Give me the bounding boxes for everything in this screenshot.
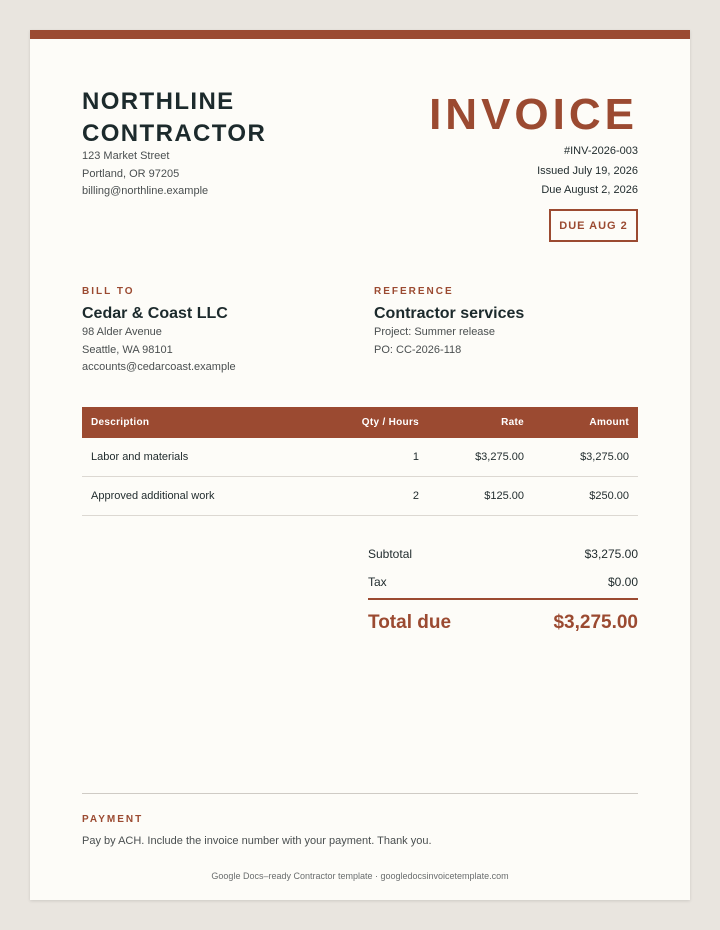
payment-instructions: Pay by ACH. Include the invoice number with your payment. Thank you. [82,835,432,847]
reference-po: PO: CC-2026-118 [374,343,462,356]
reference-label: REFERENCE [374,286,454,297]
template-credit: Google Docs–ready Contractor template · googledocsinvoicetemplate.com [211,871,509,881]
tax-label: Tax [368,575,387,589]
due-badge: DUE AUG 2 [549,209,638,242]
row-rate: $125.00 [484,490,524,502]
invoice-meta [537,142,638,201]
company-street: 123 Market Street [82,150,170,162]
table-row [82,438,638,477]
row-qty: 1 [412,451,419,463]
total-due-value: $3,275.00 [553,612,638,633]
totals-block [368,540,638,646]
row-description: Approved additional work [91,490,215,502]
line-items-table [82,407,638,516]
payment-label: PAYMENT [82,814,144,825]
company-name: NORTHLINE CONTRACTOR [82,88,267,147]
row-qty: 2 [412,490,419,502]
company-city: Portland, OR 97205 [82,167,180,180]
bill-to-street: 98 Alder Avenue [82,326,162,338]
total-due-label: Total due [368,612,452,633]
row-rate: $3,275.00 [475,451,524,463]
tax-row [368,568,638,596]
subtotal-row [368,540,638,568]
reference-title: Contractor services [374,305,525,322]
table-row [82,477,638,516]
bill-to-city: Seattle, WA 98101 [82,343,173,356]
row-description: Labor and materials [91,451,189,463]
subtotal-value: $3,275.00 [584,547,638,561]
header-rate: Rate [501,417,524,428]
accent-bar [30,30,690,39]
header-qty: Qty / Hours [361,417,419,428]
bill-to-label: BILL TO [82,286,135,297]
invoice-page [30,30,690,900]
invoice-number: #INV-2026-003 [564,145,638,157]
company-email: billing@northline.example [82,185,209,197]
row-amount: $250.00 [589,490,629,502]
bill-to-name: Cedar & Coast LLC [82,305,228,322]
subtotal-label: Subtotal [368,547,413,561]
tax-value: $0.00 [607,575,638,589]
invoice-title: INVOICE [429,90,638,139]
header-description: Description [91,417,150,428]
row-amount: $3,275.00 [580,451,629,463]
table-header [82,407,638,438]
total-due-row [368,600,638,646]
bill-to-address [82,324,236,377]
invoice-issued-date: Issued July 19, 2026 [537,164,638,177]
header-amount: Amount [589,417,629,428]
company-address [82,148,208,201]
footer-divider [82,793,638,794]
bill-to-email: accounts@cedarcoast.example [82,361,236,373]
reference-details [374,324,495,359]
reference-project: Project: Summer release [374,326,496,338]
invoice-due-date: Due August 2, 2026 [541,184,638,196]
